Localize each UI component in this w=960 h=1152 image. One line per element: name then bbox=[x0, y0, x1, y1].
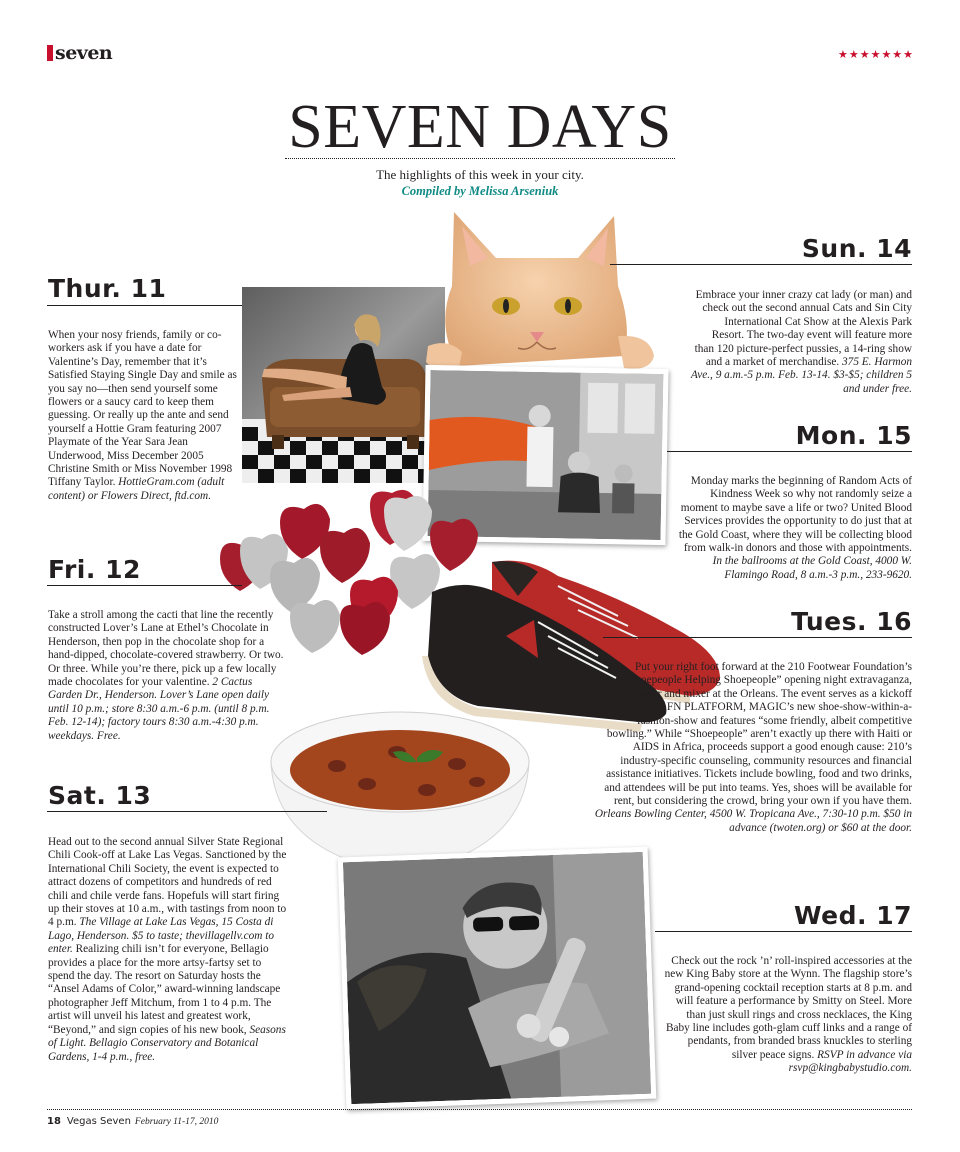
publication-name: Vegas Seven bbox=[66, 1116, 131, 1127]
wednesday-details: RSVP in advance via rsvp@kingbabystudio.com. bbox=[788, 1048, 912, 1075]
day-heading-friday: Fri. 12 bbox=[48, 555, 141, 584]
magazine-logo bbox=[47, 42, 112, 64]
issue-date: February 11-17, 2010 bbox=[134, 1117, 219, 1127]
day-rule-monday bbox=[667, 451, 912, 452]
stars-ornament: ★★★★★★★ bbox=[838, 48, 915, 61]
day-heading-wednesday: Wed. 17 bbox=[793, 901, 912, 930]
cat-photo bbox=[418, 206, 656, 374]
logo-red-bar bbox=[47, 45, 53, 61]
day-rule-friday bbox=[47, 585, 242, 586]
wednesday-body: Check out the rock ’n’ roll-inspired accessories at the new King Baby store at the Wynn. The flagship store’s grand-opening cocktail reception starts at 8 p.m. and will feature a performance by Smitty on Steel. More than just skull rings and cross necklaces, the King Baby line includes goth-glam cuff links and a range of pendants, from branded brass knuckles to sterling silver peace signs. bbox=[664, 955, 912, 1061]
day-heading-saturday: Sat. 13 bbox=[48, 781, 152, 810]
day-heading-tuesday: Tues. 16 bbox=[791, 607, 912, 636]
friday-body: Take a stroll among the cacti that line the recently constructed Lover’s Lane at Ethel’s Chocolate in Henderson, then pop in the chocolate shop for a hand-dipped, chocolate-covered strawberry. Or two. Or three. While you’re there, pick up a few locally made chocolates for your valentine. bbox=[48, 609, 284, 689]
tuesday-details: Orleans Bowling Center, 4500 W. Tropicana Ave., 7:30-10 p.m. $50 in advance (twoten.org) or $60 at the door. bbox=[594, 808, 912, 834]
friday-details: 2 Cactus Garden Dr., Henderson. Lover’s Lane open daily until 10 p.m.; store 8:30 a.m.-6 p.m. (until 8 p.m. Feb. 12-14); factory tours 8:30 a.m.-4:30 p.m. weekdays. Free. bbox=[48, 676, 270, 742]
saturday-details-chili: The Village at Lake Las Vegas, 15 Costa di Lago, Henderson. $5 to taste; thevillagellv.com to enter. bbox=[48, 916, 275, 956]
day-rule-wednesday bbox=[655, 931, 912, 932]
sunday-details: 375 E. Harmon Ave., 9 a.m.-5 p.m. Feb. 13-14. $3-$5; children 5 and under free. bbox=[690, 356, 912, 395]
thursday-article bbox=[48, 329, 244, 503]
saturday-body-chili: Head out to the second annual Silver State Regional Chili Cook-off at Lake Las Vegas. Sanctioned by the International Chili Society, the event is expected to attract dozens of competitors and hundreds of red chili and chile verde fans. Hopefuls will start firing up their stoves at 10 a.m., with tastings from noon to 4 p.m. bbox=[48, 836, 287, 929]
wednesday-article bbox=[664, 955, 912, 1076]
day-rule-saturday bbox=[47, 811, 327, 812]
thursday-body: When your nosy friends, family or co-workers ask if you have a date for Valentine’s Day, remember that it’s Satisfied Staying Single Day and smile as you say no—then send yourself some flowers or a saucy card to keep them guessing. Or really up the ante and send yourself a Hottie Gram featuring 2007 Playmate of the Year Sara Jean Underwood, Miss December 2005 Christine Smith or Miss November 1998 Tiffany Taylor. bbox=[48, 329, 237, 489]
thursday-details: HottieGram.com (adult content) or Flowers Direct, ftd.com. bbox=[48, 476, 225, 502]
byline: Compiled by Melissa Arseniuk bbox=[401, 184, 559, 198]
day-rule-tuesday bbox=[603, 637, 912, 638]
day-rule-sunday bbox=[610, 264, 912, 265]
day-heading-thursday: Thur. 11 bbox=[48, 274, 167, 303]
day-heading-sunday: Sun. 14 bbox=[801, 234, 912, 263]
sunday-body: Embrace your inner crazy cat lady (or man) and check out the second annual Cats and Sin City International Cat Show at the Alexis Park Resort. The two-day event will feature more than 120 picture-perfect pussies, a 14-ring show and a market of merchandise. bbox=[694, 289, 912, 369]
friday-article bbox=[48, 609, 288, 743]
day-rule-thursday bbox=[47, 305, 242, 306]
sunday-article bbox=[690, 289, 912, 396]
tuesday-body: Put your right foot forward at the 210 Footwear Foundation’s “Shoepeople Helping Shoepeople” opening night extravaganza, fundraiser and mixer at the Orleans. The event serves as a kickoff party for FN PLATFORM, MAGIC’s new shoe-show-within-a-fashion-show and features “some friendly, albeit competitive bowling.” While “Shoepeople” aren’t exactly up there with Haiti or AIDS in Africa, proceeds support a good enough cause: 210’s industry-specific counseling, community resources and financial assistance initiatives. Tickets include bowling, food and two drinks, and attendees will be put into teams. Yes, shoes will be available for rent, but considering the crowd, bring your own if you have them. bbox=[604, 661, 912, 808]
page-tagline: The highlights of this week in your city. bbox=[376, 167, 584, 182]
monday-article bbox=[676, 475, 912, 582]
playmate-photo bbox=[242, 287, 445, 483]
king-baby-illustration bbox=[343, 852, 651, 1104]
monday-details: In the ballrooms at the Gold Coast, 4000 W. Flamingo Road, 8 a.m.-3 p.m., 233-9620. bbox=[712, 555, 912, 581]
page-title: SEVEN DAYS bbox=[288, 93, 672, 161]
monday-body: Monday marks the beginning of Random Acts of Kindness Week so why not randomly seize a moment to maybe save a life or two? United Blood Services provides the opportunity to do just that at the Gold Coast, where they will be collecting blood from walk-in donors and those with appointments. bbox=[678, 475, 912, 555]
saturday-body-bellagio: Realizing chili isn’t for everyone, Bellagio provides a place for the more artsy-fartsy set to spend the day. The resort on Saturday hosts the “Ansel Adams of Color,” award-winning landscape photographer Jeff Mitchum, from 1 to 4 p.m. The artist will unveil his latest and greatest work, “Beyond,” and sign copies of his new book, bbox=[48, 943, 281, 1036]
page-number: 18 bbox=[47, 1116, 61, 1127]
title-divider bbox=[285, 158, 675, 159]
saturday-article bbox=[48, 836, 290, 1064]
tuesday-article bbox=[594, 661, 912, 835]
page-footer bbox=[47, 1116, 218, 1127]
day-heading-monday: Mon. 15 bbox=[795, 421, 912, 450]
playmate-illustration bbox=[242, 287, 445, 483]
king-baby-photo bbox=[338, 847, 657, 1110]
saturday-details-bellagio: Seasons of Light. Bellagio Conservatory and Botanical Gardens, 1-4 p.m., free. bbox=[48, 1023, 286, 1063]
logo-text: seven bbox=[55, 42, 113, 64]
footer-divider bbox=[47, 1109, 912, 1110]
cat-illustration bbox=[418, 206, 656, 374]
